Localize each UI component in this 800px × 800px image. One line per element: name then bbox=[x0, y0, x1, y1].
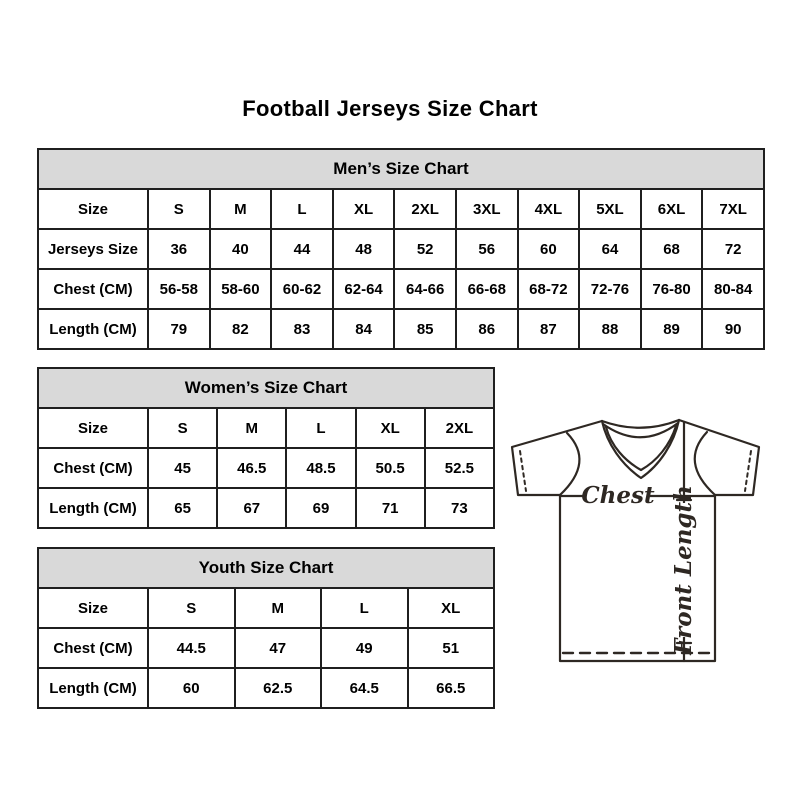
row-label: Size bbox=[38, 189, 148, 229]
row-label: Length (CM) bbox=[38, 488, 148, 528]
table-cell: 60-62 bbox=[271, 269, 333, 309]
table-cell: 6XL bbox=[641, 189, 703, 229]
table-cell: 79 bbox=[148, 309, 210, 349]
table-header-row bbox=[38, 149, 764, 189]
table-cell: 7XL bbox=[702, 189, 764, 229]
row-label: Length (CM) bbox=[38, 668, 148, 708]
table-header-row bbox=[38, 548, 494, 588]
jersey-left-cuff-stitch bbox=[520, 451, 526, 491]
table-cell: 5XL bbox=[579, 189, 641, 229]
table-cell: 58-60 bbox=[210, 269, 272, 309]
table-cell: 83 bbox=[271, 309, 333, 349]
table-cell: 73 bbox=[425, 488, 494, 528]
table-cell: 52.5 bbox=[425, 448, 494, 488]
table-cell: 56 bbox=[456, 229, 518, 269]
table-cell: 68 bbox=[641, 229, 703, 269]
table-cell: 46.5 bbox=[217, 448, 286, 488]
table-cell: 87 bbox=[518, 309, 580, 349]
table-row bbox=[38, 408, 494, 448]
table-row bbox=[38, 229, 764, 269]
table-row bbox=[38, 309, 764, 349]
row-label: Jerseys Size bbox=[38, 229, 148, 269]
table-cell: 71 bbox=[356, 488, 425, 528]
jersey-left-armhole bbox=[560, 433, 579, 495]
table-cell: 47 bbox=[235, 628, 322, 668]
table-cell: 64.5 bbox=[321, 668, 408, 708]
table-cell: 67 bbox=[217, 488, 286, 528]
table-cell: 44.5 bbox=[148, 628, 235, 668]
table-cell: 40 bbox=[210, 229, 272, 269]
table-cell: 64-66 bbox=[394, 269, 456, 309]
table-cell: L bbox=[321, 588, 408, 628]
table-cell: XL bbox=[356, 408, 425, 448]
table-title: Youth Size Chart bbox=[38, 548, 494, 588]
table-cell: 56-58 bbox=[148, 269, 210, 309]
table-row bbox=[38, 448, 494, 488]
table-cell: 65 bbox=[148, 488, 217, 528]
table-cell: M bbox=[217, 408, 286, 448]
table-cell: S bbox=[148, 189, 210, 229]
row-label: Size bbox=[38, 588, 148, 628]
table-cell: 2XL bbox=[394, 189, 456, 229]
mens-size-table bbox=[37, 148, 765, 350]
table-cell: XL bbox=[333, 189, 395, 229]
table-cell: L bbox=[271, 189, 333, 229]
table-cell: S bbox=[148, 588, 235, 628]
table-cell: 48 bbox=[333, 229, 395, 269]
table-cell: 48.5 bbox=[286, 448, 355, 488]
table-cell: 88 bbox=[579, 309, 641, 349]
table-row bbox=[38, 189, 764, 229]
table-cell: 66.5 bbox=[408, 668, 495, 708]
table-cell: XL bbox=[408, 588, 495, 628]
table-cell: 45 bbox=[148, 448, 217, 488]
table-cell: 60 bbox=[518, 229, 580, 269]
table-row bbox=[38, 668, 494, 708]
jersey-right-cuff-stitch bbox=[745, 451, 751, 491]
row-label: Size bbox=[38, 408, 148, 448]
table-cell: 85 bbox=[394, 309, 456, 349]
table-row bbox=[38, 628, 494, 668]
womens-size-table bbox=[37, 367, 495, 529]
table-row bbox=[38, 588, 494, 628]
row-label: Chest (CM) bbox=[38, 269, 148, 309]
table-cell: 86 bbox=[456, 309, 518, 349]
table-cell: 84 bbox=[333, 309, 395, 349]
row-label: Chest (CM) bbox=[38, 628, 148, 668]
table-cell: L bbox=[286, 408, 355, 448]
jersey-collar-back bbox=[602, 420, 679, 428]
chest-label: Chest bbox=[581, 482, 655, 509]
front-length-label: Front Length bbox=[670, 485, 697, 655]
table-cell: 36 bbox=[148, 229, 210, 269]
jersey-diagram-icon bbox=[501, 396, 781, 674]
table-cell: 2XL bbox=[425, 408, 494, 448]
table-cell: 60 bbox=[148, 668, 235, 708]
table-cell: M bbox=[210, 189, 272, 229]
table-cell: 80-84 bbox=[702, 269, 764, 309]
table-cell: 62.5 bbox=[235, 668, 322, 708]
table-row bbox=[38, 269, 764, 309]
table-cell: 68-72 bbox=[518, 269, 580, 309]
table-cell: 76-80 bbox=[641, 269, 703, 309]
table-title: Men’s Size Chart bbox=[38, 149, 764, 189]
jersey-measurement-diagram bbox=[501, 396, 781, 674]
table-cell: 89 bbox=[641, 309, 703, 349]
row-label: Length (CM) bbox=[38, 309, 148, 349]
table-cell: 69 bbox=[286, 488, 355, 528]
row-label: Chest (CM) bbox=[38, 448, 148, 488]
table-cell: 72 bbox=[702, 229, 764, 269]
table-cell: 49 bbox=[321, 628, 408, 668]
page-title: Football Jerseys Size Chart bbox=[242, 96, 538, 121]
table-cell: S bbox=[148, 408, 217, 448]
table-cell: 82 bbox=[210, 309, 272, 349]
table-header-row bbox=[38, 368, 494, 408]
table-cell: 3XL bbox=[456, 189, 518, 229]
table-cell: 90 bbox=[702, 309, 764, 349]
table-cell: 4XL bbox=[518, 189, 580, 229]
table-cell: 66-68 bbox=[456, 269, 518, 309]
table-cell: 62-64 bbox=[333, 269, 395, 309]
table-title: Women’s Size Chart bbox=[38, 368, 494, 408]
table-cell: 64 bbox=[579, 229, 641, 269]
table-cell: 44 bbox=[271, 229, 333, 269]
jersey-right-armhole bbox=[695, 432, 715, 495]
table-cell: 50.5 bbox=[356, 448, 425, 488]
table-cell: M bbox=[235, 588, 322, 628]
table-cell: 52 bbox=[394, 229, 456, 269]
table-cell: 72-76 bbox=[579, 269, 641, 309]
table-cell: 51 bbox=[408, 628, 495, 668]
youth-size-table bbox=[37, 547, 495, 709]
table-row bbox=[38, 488, 494, 528]
